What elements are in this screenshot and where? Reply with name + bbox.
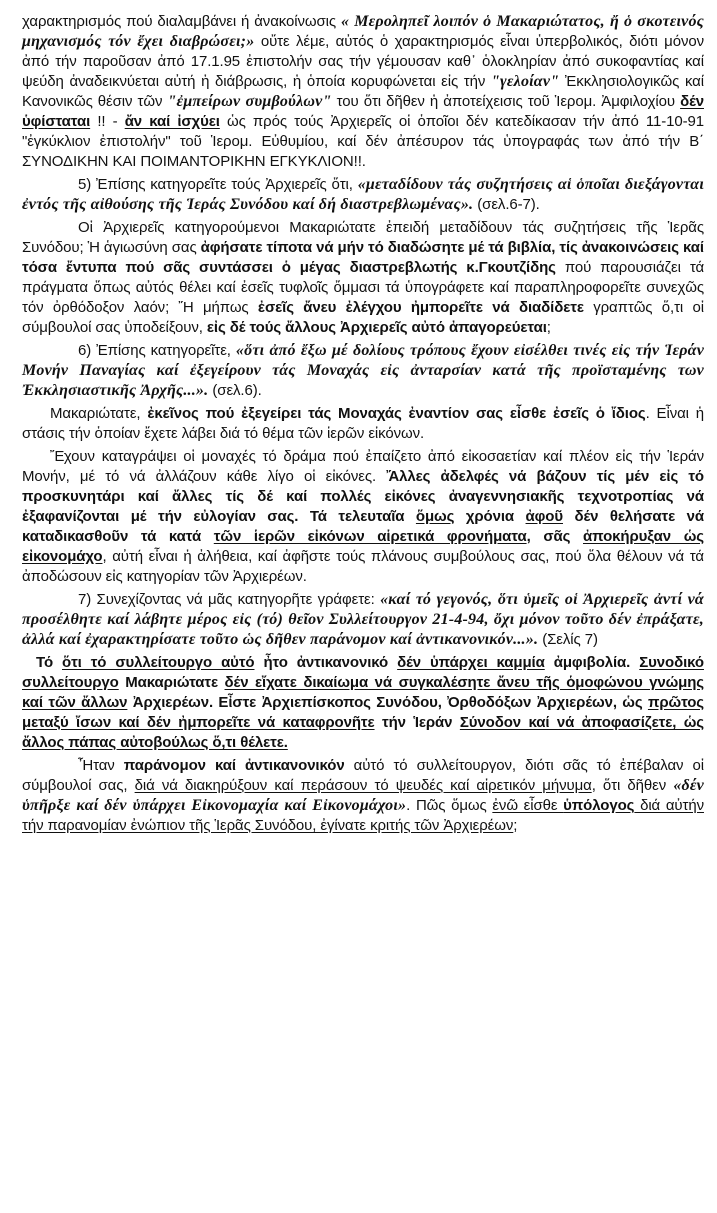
text-run: . Πῶς ὅμως [406,797,493,814]
text-run: δέν θελήσατε νά καταδικασθοῦν τά κατά [22,508,704,545]
text-run: χαρακτηρισμός πού διαλαμβάνει ή ἀνακοίνωσις [22,13,341,30]
text-run: τήν Ἱεράν [374,714,460,731]
text-run: , ὅτι δῆθεν [591,777,674,794]
text-run: ἀποκήρυξαν ὡς εἰκονομάχο [22,528,705,565]
text-run: Σύνοδον καί νά ἀποφασίζετε, ὡς ἄλλος πάπας αὐτοβούλως ὅ,τι θέλετε. [22,714,705,751]
text-run: ὅτι τό συλλείτουργο αὐτό [62,654,255,671]
text-run: διά αὐτήν τήν παρανομίαν ἐνώπιον τῆς Ἱερᾶς Συνόδου, ἐγίνατε κριτής τῶν Ἀρχιερέων [22,797,704,834]
text-run: ἀμφιβολία. [544,654,640,671]
paragraph-p3 [22,218,704,338]
text-run: ἀφοῦ [525,508,563,525]
text-run: Ἄλλες ἀδελφές νά βάζουν τίς μέν εἰς τό προσκυνητάρι καί ἄλλες τίς δέ καί πολλές εἰκόνες ἀναγεννησιακῆς τεχνοτροπίας νά ἐξαφανίζονται μέ τήν εὐλογίαν σας. Τά τελευταῖα [22,468,704,525]
text-run: Ἐκκλησιολογικῶς καί Κανονικῶς θέσιν τῶν [22,73,704,110]
text-run: Τό [36,654,62,671]
text-run: "ἐμπείρων συμβούλων" [167,93,332,110]
text-run: ὑπόλογος [563,797,635,814]
text-run: "γελοίαν" [490,73,560,90]
text-run: του ὅτι δῆθεν ἡ ἀποτείχεισις τοῦ Ἱερομ. Ἀμφιλοχίου [331,93,681,110]
text-run: ; [546,319,551,336]
text-run: (σελ.6-7). [473,196,540,213]
text-run: ἐκεῖνος πού ἐξεγείρει τάς Μοναχάς ἐναντίον σας εἶσθε ἐσεῖς ὁ ἴδιος [147,405,646,422]
paragraph-p4 [22,341,704,401]
text-run: 7) Συνεχίζοντας νά μᾶς κατηγορῆτε γράφετε: [78,591,381,608]
document-page [22,12,704,836]
paragraph-p5 [22,404,704,444]
text-run: , αὐτή εἶναι ἡ ἀλήθεια, καί ἀφῆστε τούς πλάνους συμβούλους σας, πού ὅλα θέλουν νά τά ἀποδώσουν εἰς κατηγορίαν τῶν Ἀρχιερέων. [22,548,704,585]
text-run: διά νά διακηρύξουν καί περάσουν τό ψευδές καί αἱρετικόν μήνυμα [134,777,592,794]
text-run: δέν ὑπάρχει καμμία [397,654,545,671]
text-run: τῶν ἱερῶν εἰκόνων αἱρετικά φρονήματα [213,528,527,545]
text-run: γραπτῶς ὅ,τι οἱ σύμβουλοί σας ὑποδείξουν, [22,299,705,336]
text-run: Ἦταν [78,757,124,774]
text-run: !! - [90,113,125,130]
text-run: «ὅτι ἀπό ἔξω μέ δολίους τρόπους ἔχουν εἰσέλθει τινές εἰς τήν Ἱεράν Μονήν Παναγίας καί ἐξεγείρουν τάς Μοναχάς εἰς ἀνταρσίαν κατά τῆς προϊσταμένης των Ἐκκλησιαστικῆς Ἀρχῆς...». [22,342,704,399]
text-run: πού παρουσιάζει τά πράγματα ὅπως αὐτός θέλει καί ἐσεῖς τυφλοῖς ὄμμασι τά ὑπογράφετε καί παραπληροφορεῖτε συνεχῶς τόν ὀρθόδοξον λαόν; Ἤ μήπως [22,259,705,316]
paragraph-p1 [22,12,704,172]
text-run: . Εἶναι ἡ στάσις τήν ὁποίαν ἔχετε λάβει διά τό θέμα τῶν ἱερῶν εἰκόνων. [22,405,704,442]
text-run: παράνομον καί ἀντικανονικόν [123,757,345,774]
text-run: (σελ.6). [208,382,262,399]
text-run: οὔτε λέμε, αὐτός ὁ χαρακτηρισμός εἶναι ὑπερβολικός, διότι μόνον ἀπό τήν παροῦσαν ἀπό 17.1.95 ἐπιστολήν σας τήν γέμουσαν καθ᾿ ὁλοκληρίαν ἀπό συκοφαντίας καί ψεύδη ἀναδεικνύεται αὐτή ἡ διάβρωσις, ἡ ὁποία κορυφώνεται εἰς τήν [22,33,704,90]
paragraph-p8 [22,653,704,753]
text-run: , σᾶς [526,528,583,545]
text-run: δέν ὑφίσταται [22,93,704,130]
text-run: χρόνια [454,508,526,525]
text-run: ἄν καί ἰσχύει [124,113,220,130]
text-run: (Σελίς 7) [538,631,598,648]
text-run: «καί τό γεγονός, ὅτι ὑμεῖς οἱ Ἀρχιερεῖς ἀντί νά προσέλθητε καί λάβητε μέρος εἰς (τό) θεῖον Συλλείτουργον 21-4-94, ὄχι μόνον τοῦτο δέν ἐπράξατε, ἀλλά καί ἐχαρακτηρίσατε τοῦτο ὡς δῆθεν παράνομον καί ἀντικανονικόν...». [22,591,704,648]
text-run: ὅμως [415,508,455,525]
text-run: ἐσεῖς ἄνευ ἐλέγχου ἠμπορεῖτε νά διαδίδετε [257,299,584,316]
paragraph-p7 [22,590,704,650]
text-run: 5) Ἐπίσης κατηγορεῖτε τούς Ἀρχιερεῖς ὅτι, [78,176,358,193]
text-run: ὡς πρός τούς Ἀρχιερεῖς οἱ ὁποῖοι δέν κατεδίκασαν τήν ἀπό 11-10-91 "ἐγκύκλιον ἐπιστολήν" τοῦ Ἱερομ. Εὐθυμίου, καί δέν ἀπέσυρον τάς ὑπογραφάς των ἀπό τήν Β΄ ΣΥΝΟΔΙΚΗΝ ΚΑΙ ΠΟΙΜΑΝΤΟΡΙΚΗΝ ΕΓΚΥΚΛΙΟΝ!!. [22,113,705,170]
text-run: Ἀρχιερέων. Εἶστε Ἀρχιεπίσκοπος Συνόδου, Ὀρθοδόξων Ἀρχιερέων, ὡς [127,694,648,711]
text-run: Ἔχουν καταγράψει οἱ μοναχές τό δράμα πού ἐπαίζετο ἀπό εἰκοσαετίαν καί πλέον εἰς τήν Ἱεράν Μονήν, μέ τό νά ἀλλάζουν κάθε λίγο οἱ εἰκόνες. [22,448,704,485]
text-run: Συνοδικό συλλείτουργο [22,654,704,691]
text-run: ἀφήσατε τίποτα νά μήν τό διαδώσητε μέ τά βιβλία, τίς ἀνακοινώσεις καί τόσα ἔντυπα πού σᾶς συντάσσει ὁ μέγας διαστρεβλωτής κ.Γκουτζίδης [22,239,704,276]
text-run: πρῶτος μεταξύ ἴσων καί δέν ἠμπορεῖτε νά καταφρονῆτε [22,694,705,731]
paragraph-p9 [22,756,704,836]
text-run: Μακαριώτατε, [50,405,148,422]
text-run: «μεταδίδουν τάς συζητήσεις αἱ ὁποῖαι διεξάγονται ἐντός τῆς αἰθούσης τῆς Ἱεράς Συνόδου καί δή διαστρεβλωμένας». [22,176,704,213]
text-run: «δέν ὑπῆρξε καί δέν ὑπάρχει Εἰκονομαχία καί Εἰκονομάχοι» [22,777,704,814]
text-run: ἦτο ἀντικανονικό [254,654,398,671]
text-run: εἰς δέ τούς ἄλλους Ἀρχιερεῖς αὐτό ἀπαγορεύεται [206,319,547,336]
text-run: αὐτό τό συλλείτουργον, διότι σᾶς τό ἐπέβαλαν οἱ σύμβουλοί σας, [22,757,705,794]
text-run: ἐνῶ εἶσθε [492,797,564,814]
text-run: « Μεροληπεῖ λοιπόν ὁ Μακαριώτατος, ἤ ὁ σκοτεινός μηχανισμός τόν ἔχει διαβρώσει;» [22,13,704,50]
text-run: δέν εἴχατε δικαίωμα νά συγκαλέσητε ἄνευ τῆς ὁμοφώνου γνώμης καί τῶν ἄλλων [22,674,705,711]
text-run: 6) Ἐπίσης κατηγορεῖτε, [78,342,236,359]
text-run: Μακαριώτατε [118,674,225,691]
paragraph-p2 [22,175,704,215]
text-run: Οἱ Ἀρχιερεῖς κατηγορούμενοι Μακαριώτατε ἐπειδή μεταδίδουν τάς συζητήσεις τῆς Ἱερᾶς Συνόδου; Ἡ ἁγιωσύνη σας [22,219,704,256]
text-run: ; [513,817,518,834]
paragraph-p6 [22,447,704,587]
